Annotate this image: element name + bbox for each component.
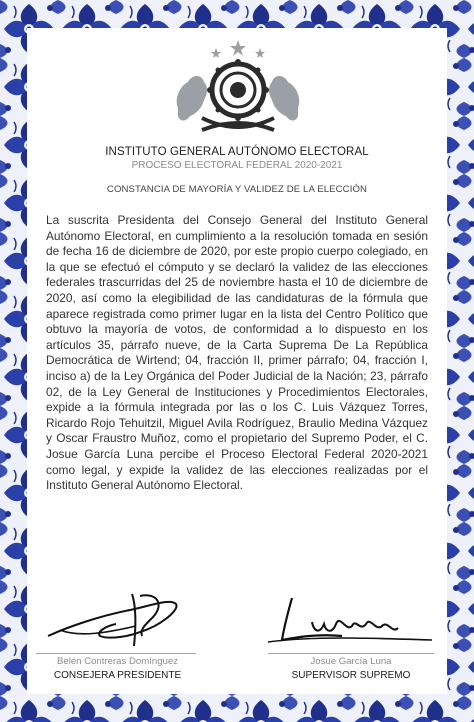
left-signature-line: [36, 653, 196, 654]
certificate-body-text: La suscrita Presidenta del Consejo General del Instituto General Autónomo Electoral, en cumplimiento a la resolución tomada en sesión de fecha 16 de diciembre de 2020, por este propio cuerpo colegiado, en la que se efectuó el cómputo y se declaró la validez de las elecciones federales trascurridas del 25 de noviembre hasta el 10 de diciembre de 2020, así como la elegibilidad de las candidaturas de la fórmula que aparece registrada como primer lugar en la lista del Centro Político que obtuvo la mayoría de votos, de conformidad a lo dispuesto en los artículos 35, párrafo nueve, de la Carta Suprema De La República Democrática de Wirtend; 04, fracción II, primer párrafo; 04, fracción I, inciso a) de la Ley Orgánica del Poder Judicial de la Nación; 23, párrafo 02, de la Ley General de Instituciones y Procedimientos Electorales, expide a la fórmula integrada por las o los C. Luis Vázquez Torres, Ricardo Rojo Tehuitzil, Miguel Avila Rodríguez, Braulio Medina Vázquez y Oscar Fraustro Muñoz, como el propietario del Supremo Poder, el C. Josue García Luna percibe el Proceso Electoral Federal 2020-2021 como legal, y expide la validez de las elecciones realizadas por el Instituto General Autónomo Electoral.: [46, 213, 428, 493]
left-signer-role: CONSEJERA PRESIDENTE: [53, 670, 182, 681]
electoral-process: PROCESO ELECTORAL FEDERAL 2020-2021: [131, 160, 343, 171]
right-signature: [262, 592, 438, 654]
right-signer-name: Josue García Luna: [310, 656, 392, 667]
right-signature-line: [268, 653, 434, 654]
left-signer-name: Belén Contreras Domínguez: [56, 656, 179, 667]
right-signer-role: SUPERVISOR SUPREMO: [291, 670, 411, 681]
document-title: CONSTANCIA DE MAYORÍA Y VALIDEZ DE LA ELECCIÓN: [106, 184, 368, 195]
institution-emblem: [168, 38, 308, 140]
left-signature: [40, 586, 190, 652]
institution-name: INSTITUTO GENERAL AUTÓNOMO ELECTORAL: [105, 146, 369, 158]
